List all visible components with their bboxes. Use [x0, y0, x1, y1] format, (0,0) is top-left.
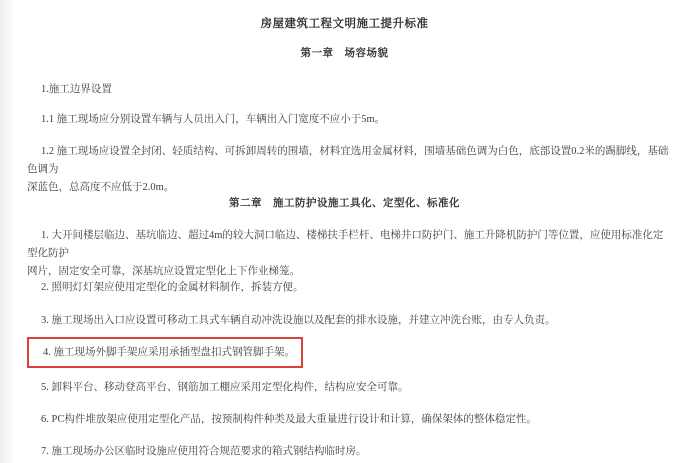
paragraph-line: 1.1 施工现场应分别设置车辆与人员出入门，车辆出入门宽度不应小于5m。 — [41, 114, 386, 125]
paragraph-line: 7. 施工现场办公区临时设施应使用符合规范要求的箱式钢结构临时房。 — [41, 446, 367, 457]
paragraph-line: 1.2 施工现场应设置全封闭、轻质结构、可拆卸周转的围墙，材料宜选用金属材料，围墙基础色调为白色，底部设置0.2米的踢脚线，基础色调为 — [27, 146, 669, 175]
paragraph-line: 2. 照明灯灯架应使用定型化的金属材料制作，拆装方便。 — [41, 282, 304, 293]
paragraph-ch2-item7 — [27, 443, 671, 461]
paragraph-line: 3. 施工现场出入口应设置可移动工具式车辆自动冲洗设施以及配套的排水设施，并建立冲洗台账，由专人负责。 — [41, 315, 556, 326]
paragraph-ch2-item3 — [27, 312, 671, 330]
left-edge-shade — [0, 0, 16, 463]
paragraph-boundary-setup — [27, 81, 671, 99]
chapter1-heading: 第一章 场容场貌 — [300, 48, 389, 59]
paragraph-line: 1. 大开间楼层临边、基坑临边、超过4m的较大洞口临边、楼梯扶手栏杆、电梯井口防护门、施工升降机防护门等位置，应使用标准化定型化防护 — [27, 230, 664, 259]
chapter2-heading: 第二章 施工防护设施工具化、定型化、标准化 — [229, 198, 460, 209]
paragraph-line: 网片，固定安全可靠，深基坑应设置定型化上下作业梯笼。 — [27, 266, 300, 277]
paragraph-line: 6. PC构件堆放架应使用定型化产品，按预制构件种类及最大重量进行设计和计算，确保架体的整体稳定性。 — [41, 414, 537, 425]
paragraph-ch2-item5 — [27, 379, 671, 397]
paragraph-ch2-item2 — [27, 279, 671, 297]
paragraph-ch2-item6 — [27, 411, 671, 429]
paragraph-line: 1.施工边界设置 — [41, 84, 112, 95]
paragraph-ch2-item1 — [27, 227, 671, 281]
document-title: 房屋建筑工程文明施工提升标准 — [260, 18, 429, 30]
paragraph-line: 深蓝色，总高度不应低于2.0m。 — [27, 182, 175, 193]
highlighted-paragraph-line: 4. 施工现场外脚手架应采用承插型盘扣式钢管脚手架。 — [43, 347, 295, 358]
paragraph-1-2 — [27, 143, 671, 197]
highlight-box — [27, 337, 303, 368]
paragraph-1-1 — [27, 111, 671, 129]
paragraph-line: 5. 卸料平台、移动登高平台、钢筋加工棚应采用定型化构件，结构应安全可靠。 — [41, 382, 409, 393]
